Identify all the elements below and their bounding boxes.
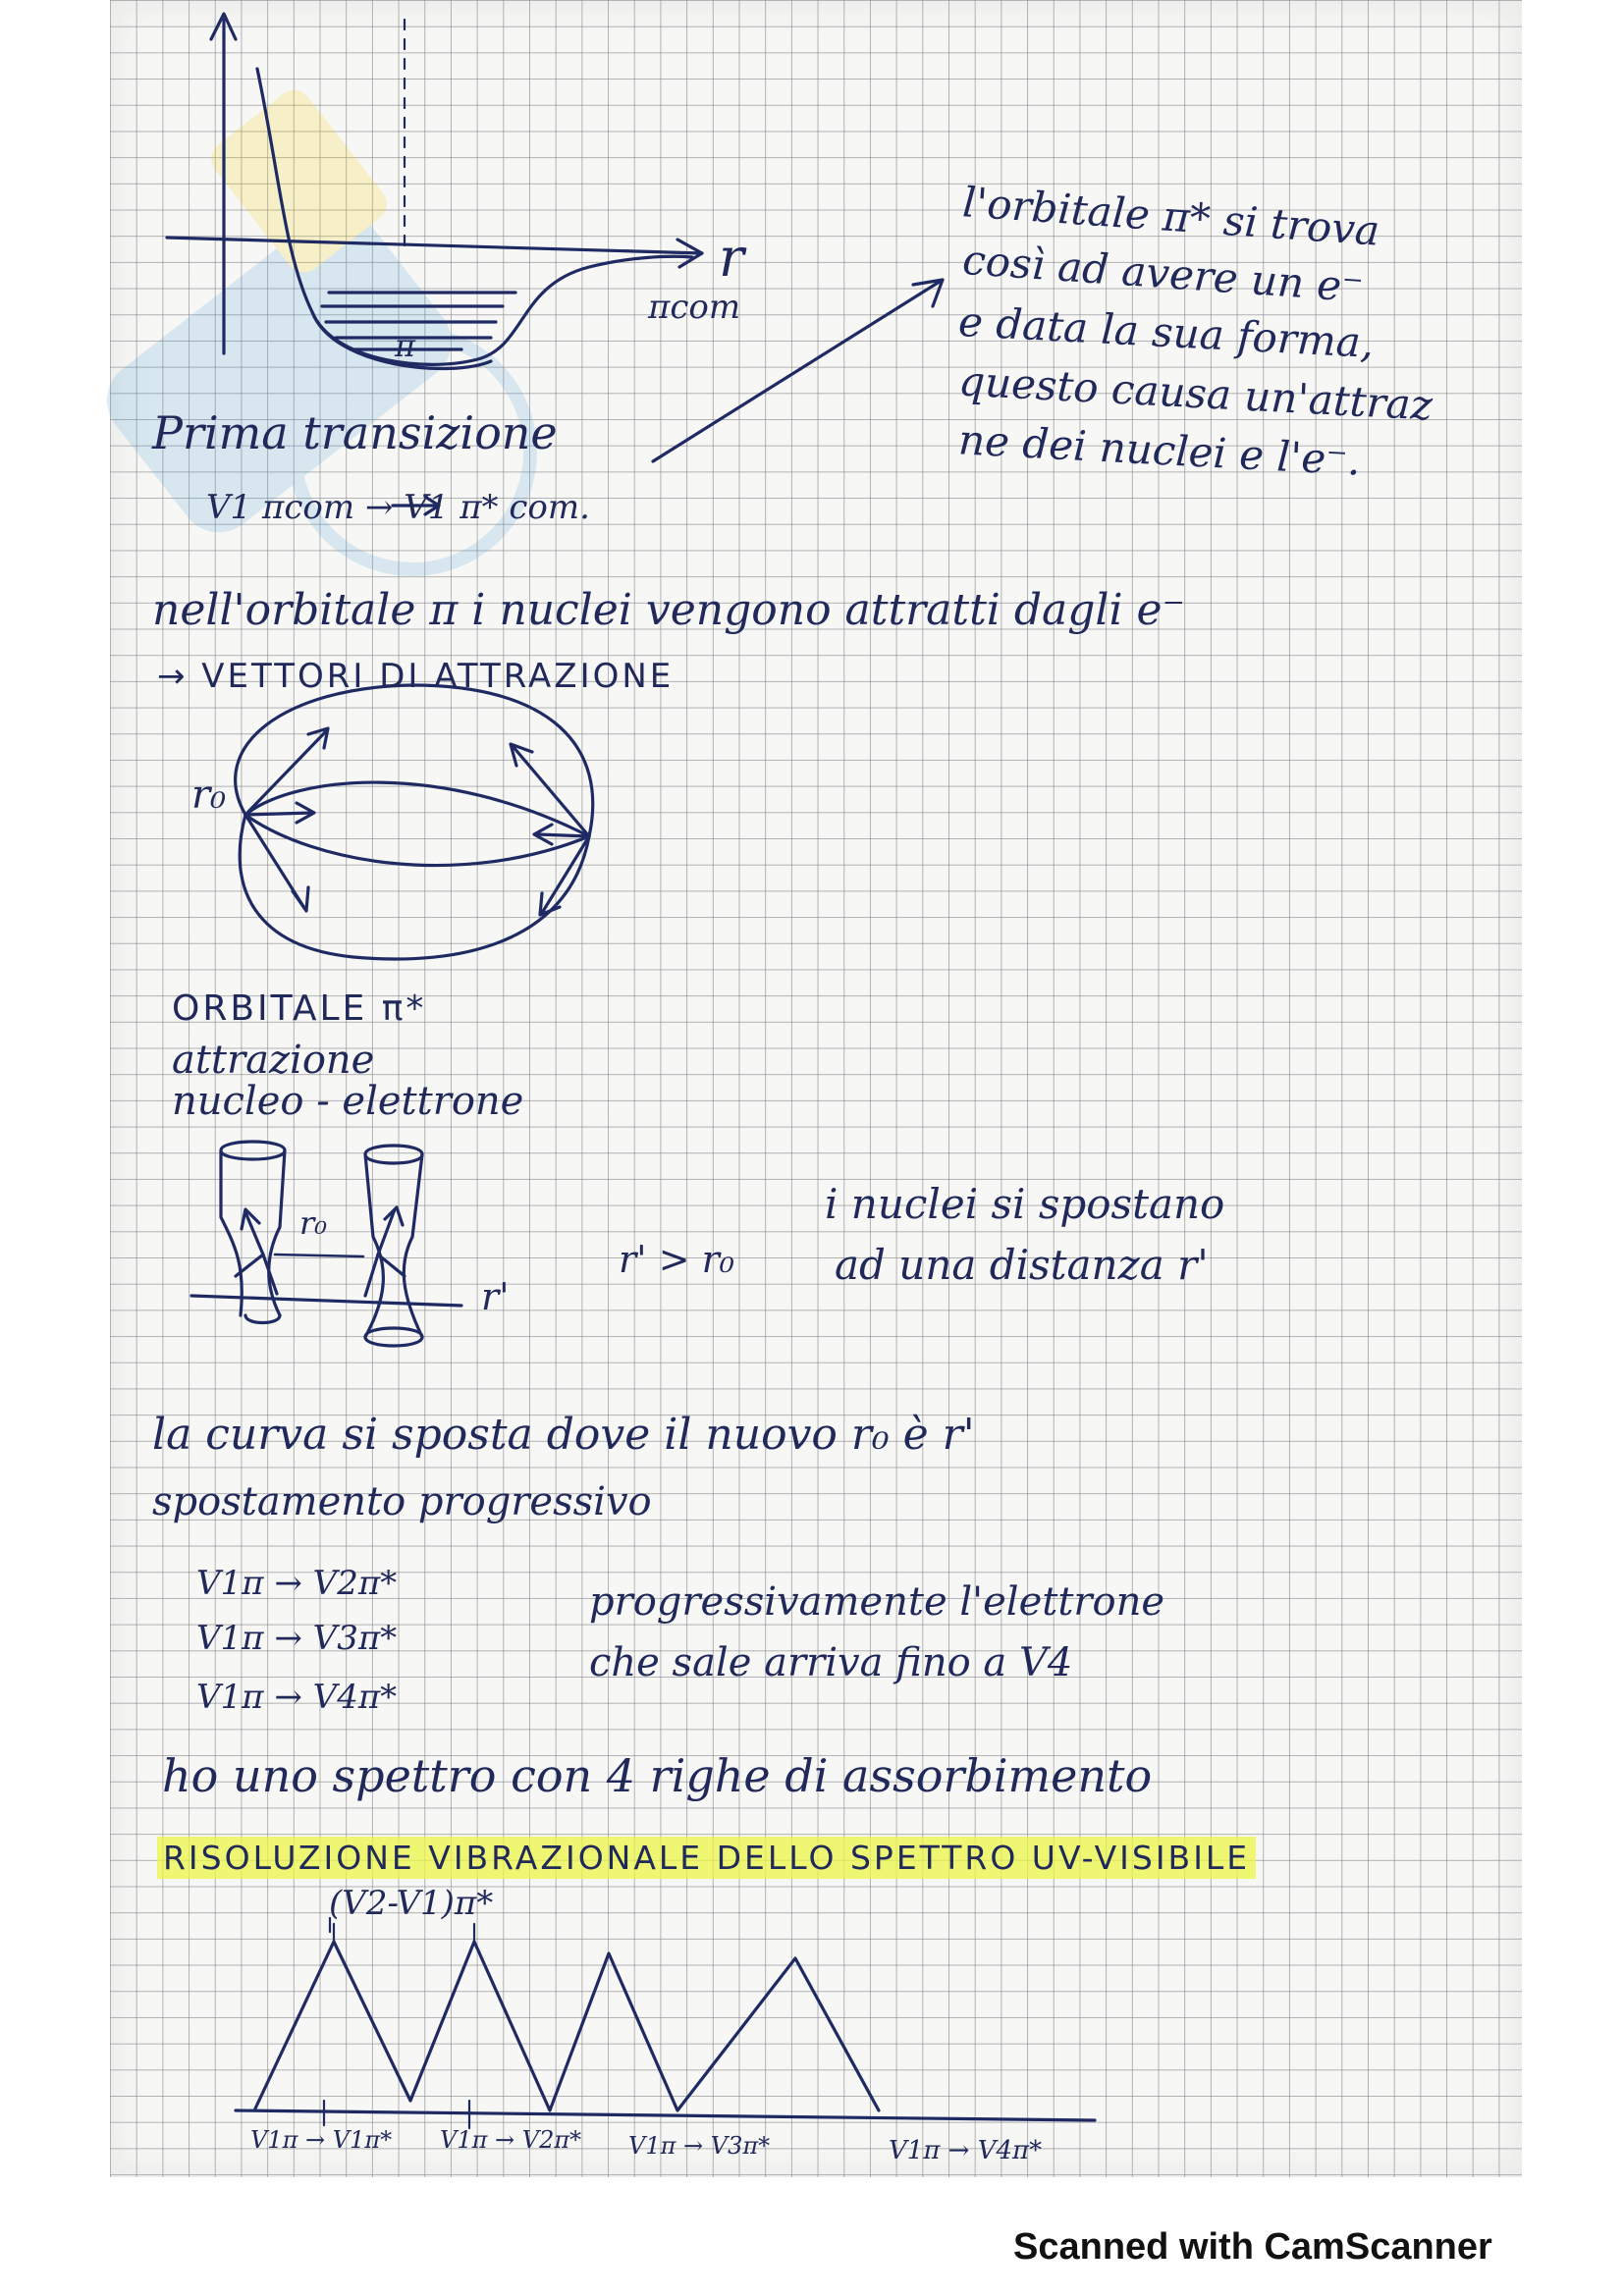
spectrum-line-label: V1π → V4π* (889, 2136, 1043, 2165)
transition-item: V1π → V2π* (196, 1564, 398, 1603)
orbital-pi-star-heading: ORBITALE π* (172, 988, 427, 1029)
resolution-heading (157, 1839, 1256, 1877)
curve-shift-line: la curva si sposta dove il nuovo r₀ è r' (152, 1410, 975, 1460)
camscanner-footer: Scanned with CamScanner (1013, 2226, 1492, 2268)
spectrum-line-label: V1π → V2π* (440, 2126, 582, 2154)
curve-shift-line: spostamento progressivo (152, 1479, 652, 1524)
transition-item: V1π → V4π* (196, 1678, 398, 1717)
attraction-vectors-heading: → VETTORI DI ATTRAZIONE (157, 657, 675, 696)
orbital-note-line: ne dei nuclei e l'e⁻. (957, 415, 1363, 485)
spectrum-note: ho uno spettro con 4 righe di assorbimento (162, 1749, 1153, 1802)
axis-label-r: r (719, 227, 744, 289)
nuclei-move-line: i nuclei si spostano (825, 1180, 1225, 1228)
attraction-vectors-diagram (236, 685, 593, 959)
potential-energy-diagram (167, 14, 702, 368)
spectrum-top-label: (V2-V1)π* (329, 1884, 494, 1923)
orbital-note-line: così ad avere un e⁻ (960, 235, 1366, 312)
first-transition-formula: V1 πcom → V1 π* com. (206, 488, 590, 527)
vibrational-spectrum (236, 1918, 1095, 2128)
inequality-label: r' > r₀ (619, 1238, 735, 1281)
diagram-label-r0: r₀ (299, 1204, 328, 1242)
label-r0: r₀ (191, 773, 227, 818)
attraction-label: attrazione (172, 1038, 375, 1083)
spectrum-line-label: V1π → V1π* (250, 2126, 393, 2154)
progress-line: progressivamente l'elettrone (589, 1579, 1165, 1625)
resolution-heading-text: RISOLUZIONE VIBRAZIONALE DELLO SPETTRO UV-VISIBILE (157, 1837, 1256, 1879)
nucleus-electron-label: nucleo - elettrone (172, 1079, 524, 1124)
transition-item: V1π → V3π* (196, 1619, 398, 1658)
first-transition-title: Prima transizione (152, 406, 558, 459)
spectrum-line-label: V1π → V3π* (628, 2132, 771, 2160)
nuclei-move-line: ad una distanza r' (835, 1241, 1209, 1289)
nucleus-electron-diagram (191, 1142, 461, 1346)
diagram-label-rprime: r' (481, 1275, 510, 1318)
label-pi-com: πcom (648, 288, 741, 327)
orbital-note-line: l'orbitale π* si trova (960, 178, 1381, 255)
nuclei-attraction-text: nell'orbitale π i nuclei vengono attratti dagli e⁻ (152, 585, 1185, 635)
orbital-note-line: e data la sua forma, (957, 296, 1376, 368)
label-pi: π (395, 327, 416, 364)
progress-line: che sale arriva fino a V4 (589, 1640, 1073, 1685)
orbital-note-line: questo causa un'attraz (957, 356, 1434, 430)
